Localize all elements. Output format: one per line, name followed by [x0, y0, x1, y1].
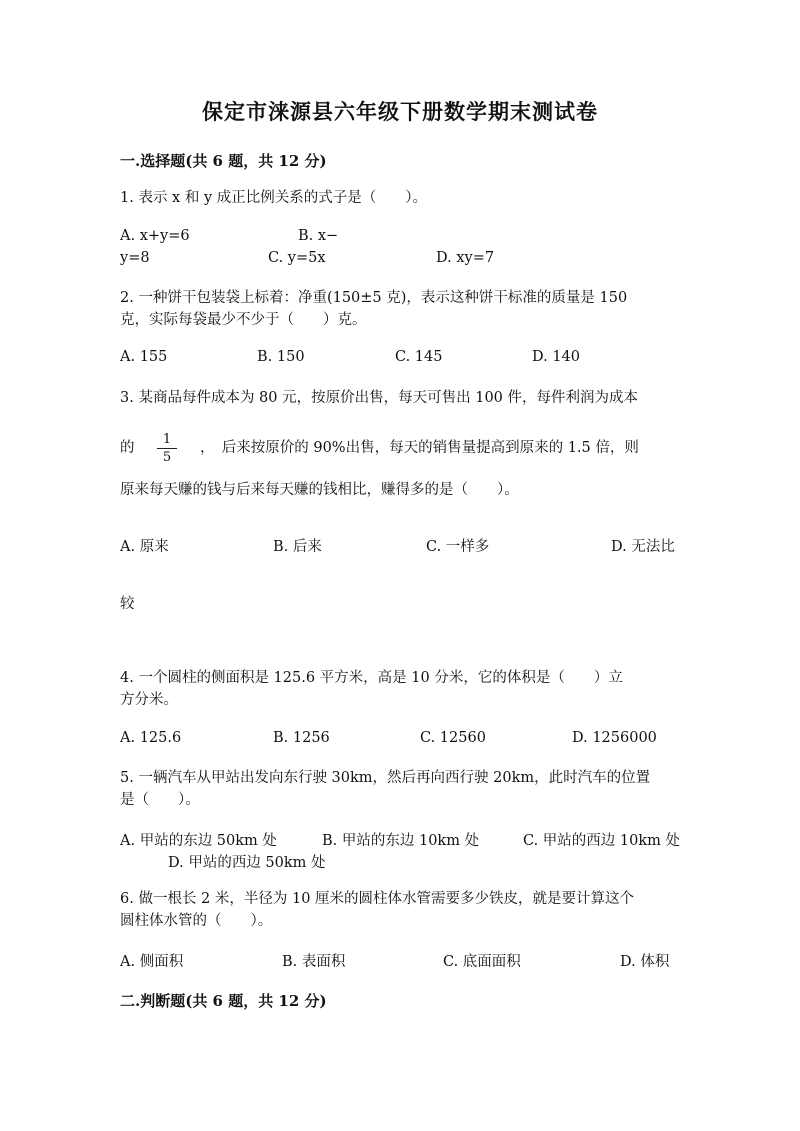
question-3-option-c: C. 一样多	[426, 539, 490, 555]
question-3-option-a: A. 原来	[120, 539, 169, 555]
question-2-stem-line-1: 2. 一种饼干包装袋上标着：净重(150±5 克)，表示这种饼干标准的质量是 150	[120, 290, 628, 306]
fraction-denominator: 5	[162, 450, 172, 465]
section-heading-true-false: 二.判断题(共 6 题，共 12 分)	[120, 992, 327, 1010]
question-1-option-c: C. y=5x	[268, 250, 326, 266]
question-2-stem-line-2: 克，实际每袋最少不少于（ ）克。	[120, 312, 367, 328]
question-2-option-a: A. 155	[120, 349, 168, 365]
question-3-stem-line-1: 3. 某商品每件成本为 80 元，按原价出售，每天可售出 100 件，每件利润为成本	[120, 390, 639, 406]
section-heading-choice: 一.选择题(共 6 题，共 12 分)	[120, 152, 327, 170]
question-4-stem-line-1: 4. 一个圆柱的侧面积是 125.6 平方米，高是 10 分米，它的体积是（ ）立	[120, 670, 623, 686]
question-1-option-b: B. x−	[298, 228, 339, 244]
question-5-option-b: B. 甲站的东边 10km 处	[322, 833, 480, 849]
question-1-option-b-continued: y=8	[120, 250, 150, 266]
question-5-stem-line-1: 5. 一辆汽车从甲站出发向东行驶 30km，然后再向西行驶 20km，此时汽车的位置	[120, 770, 651, 786]
question-1-option-d: D. xy=7	[436, 250, 495, 266]
question-3-stem-line-3: 原来每天赚的钱与后来每天赚的钱相比，赚得多的是（ ）。	[120, 482, 519, 498]
page-title: 保定市涞源县六年级下册数学期末测试卷	[202, 99, 598, 124]
question-1-option-a: A. x+y=6	[120, 228, 190, 244]
question-4-option-c: C. 12560	[420, 730, 486, 746]
question-2-option-b: B. 150	[257, 349, 305, 365]
question-6-stem-line-1: 6. 做一根长 2 米，半径为 10 厘米的圆柱体水管需要多少铁皮，就是要计算这个	[120, 891, 635, 907]
question-6-option-c: C. 底面面积	[443, 954, 521, 970]
question-3-option-d: D. 无法比	[611, 539, 675, 555]
question-4-option-d: D. 1256000	[572, 730, 657, 746]
question-6-option-d: D. 体积	[620, 954, 670, 970]
question-5-option-a: A. 甲站的东边 50km 处	[120, 833, 277, 849]
question-3-option-d-continued: 较	[120, 596, 135, 612]
question-3-option-b: B. 后来	[273, 539, 322, 555]
question-3-stem-line-2-end: ， 后来按原价的 90%出售，每天的销售量提高到原来的 1.5 倍，则	[200, 440, 639, 456]
question-3-stem-line-2-start: 的	[120, 440, 135, 456]
question-6-stem-line-2: 圆柱体水管的（ ）。	[120, 913, 273, 929]
question-1-stem: 1. 表示 x 和 y 成正比例关系的式子是（ ）。	[120, 190, 427, 206]
question-4-stem-line-2: 方分米。	[120, 692, 178, 708]
fraction-one-fifth	[157, 432, 177, 465]
question-6-option-a: A. 侧面积	[120, 954, 184, 970]
fraction-numerator: 1	[157, 432, 177, 449]
question-2-option-c: C. 145	[395, 349, 443, 365]
question-4-option-a: A. 125.6	[120, 730, 182, 746]
question-5-option-d: D. 甲站的西边 50km 处	[168, 855, 326, 871]
question-4-option-b: B. 1256	[273, 730, 330, 746]
question-2-option-d: D. 140	[532, 349, 581, 365]
question-6-option-b: B. 表面积	[282, 954, 346, 970]
question-5-option-c: C. 甲站的西边 10km 处	[523, 833, 681, 849]
question-5-stem-line-2: 是（ ）。	[120, 792, 200, 808]
